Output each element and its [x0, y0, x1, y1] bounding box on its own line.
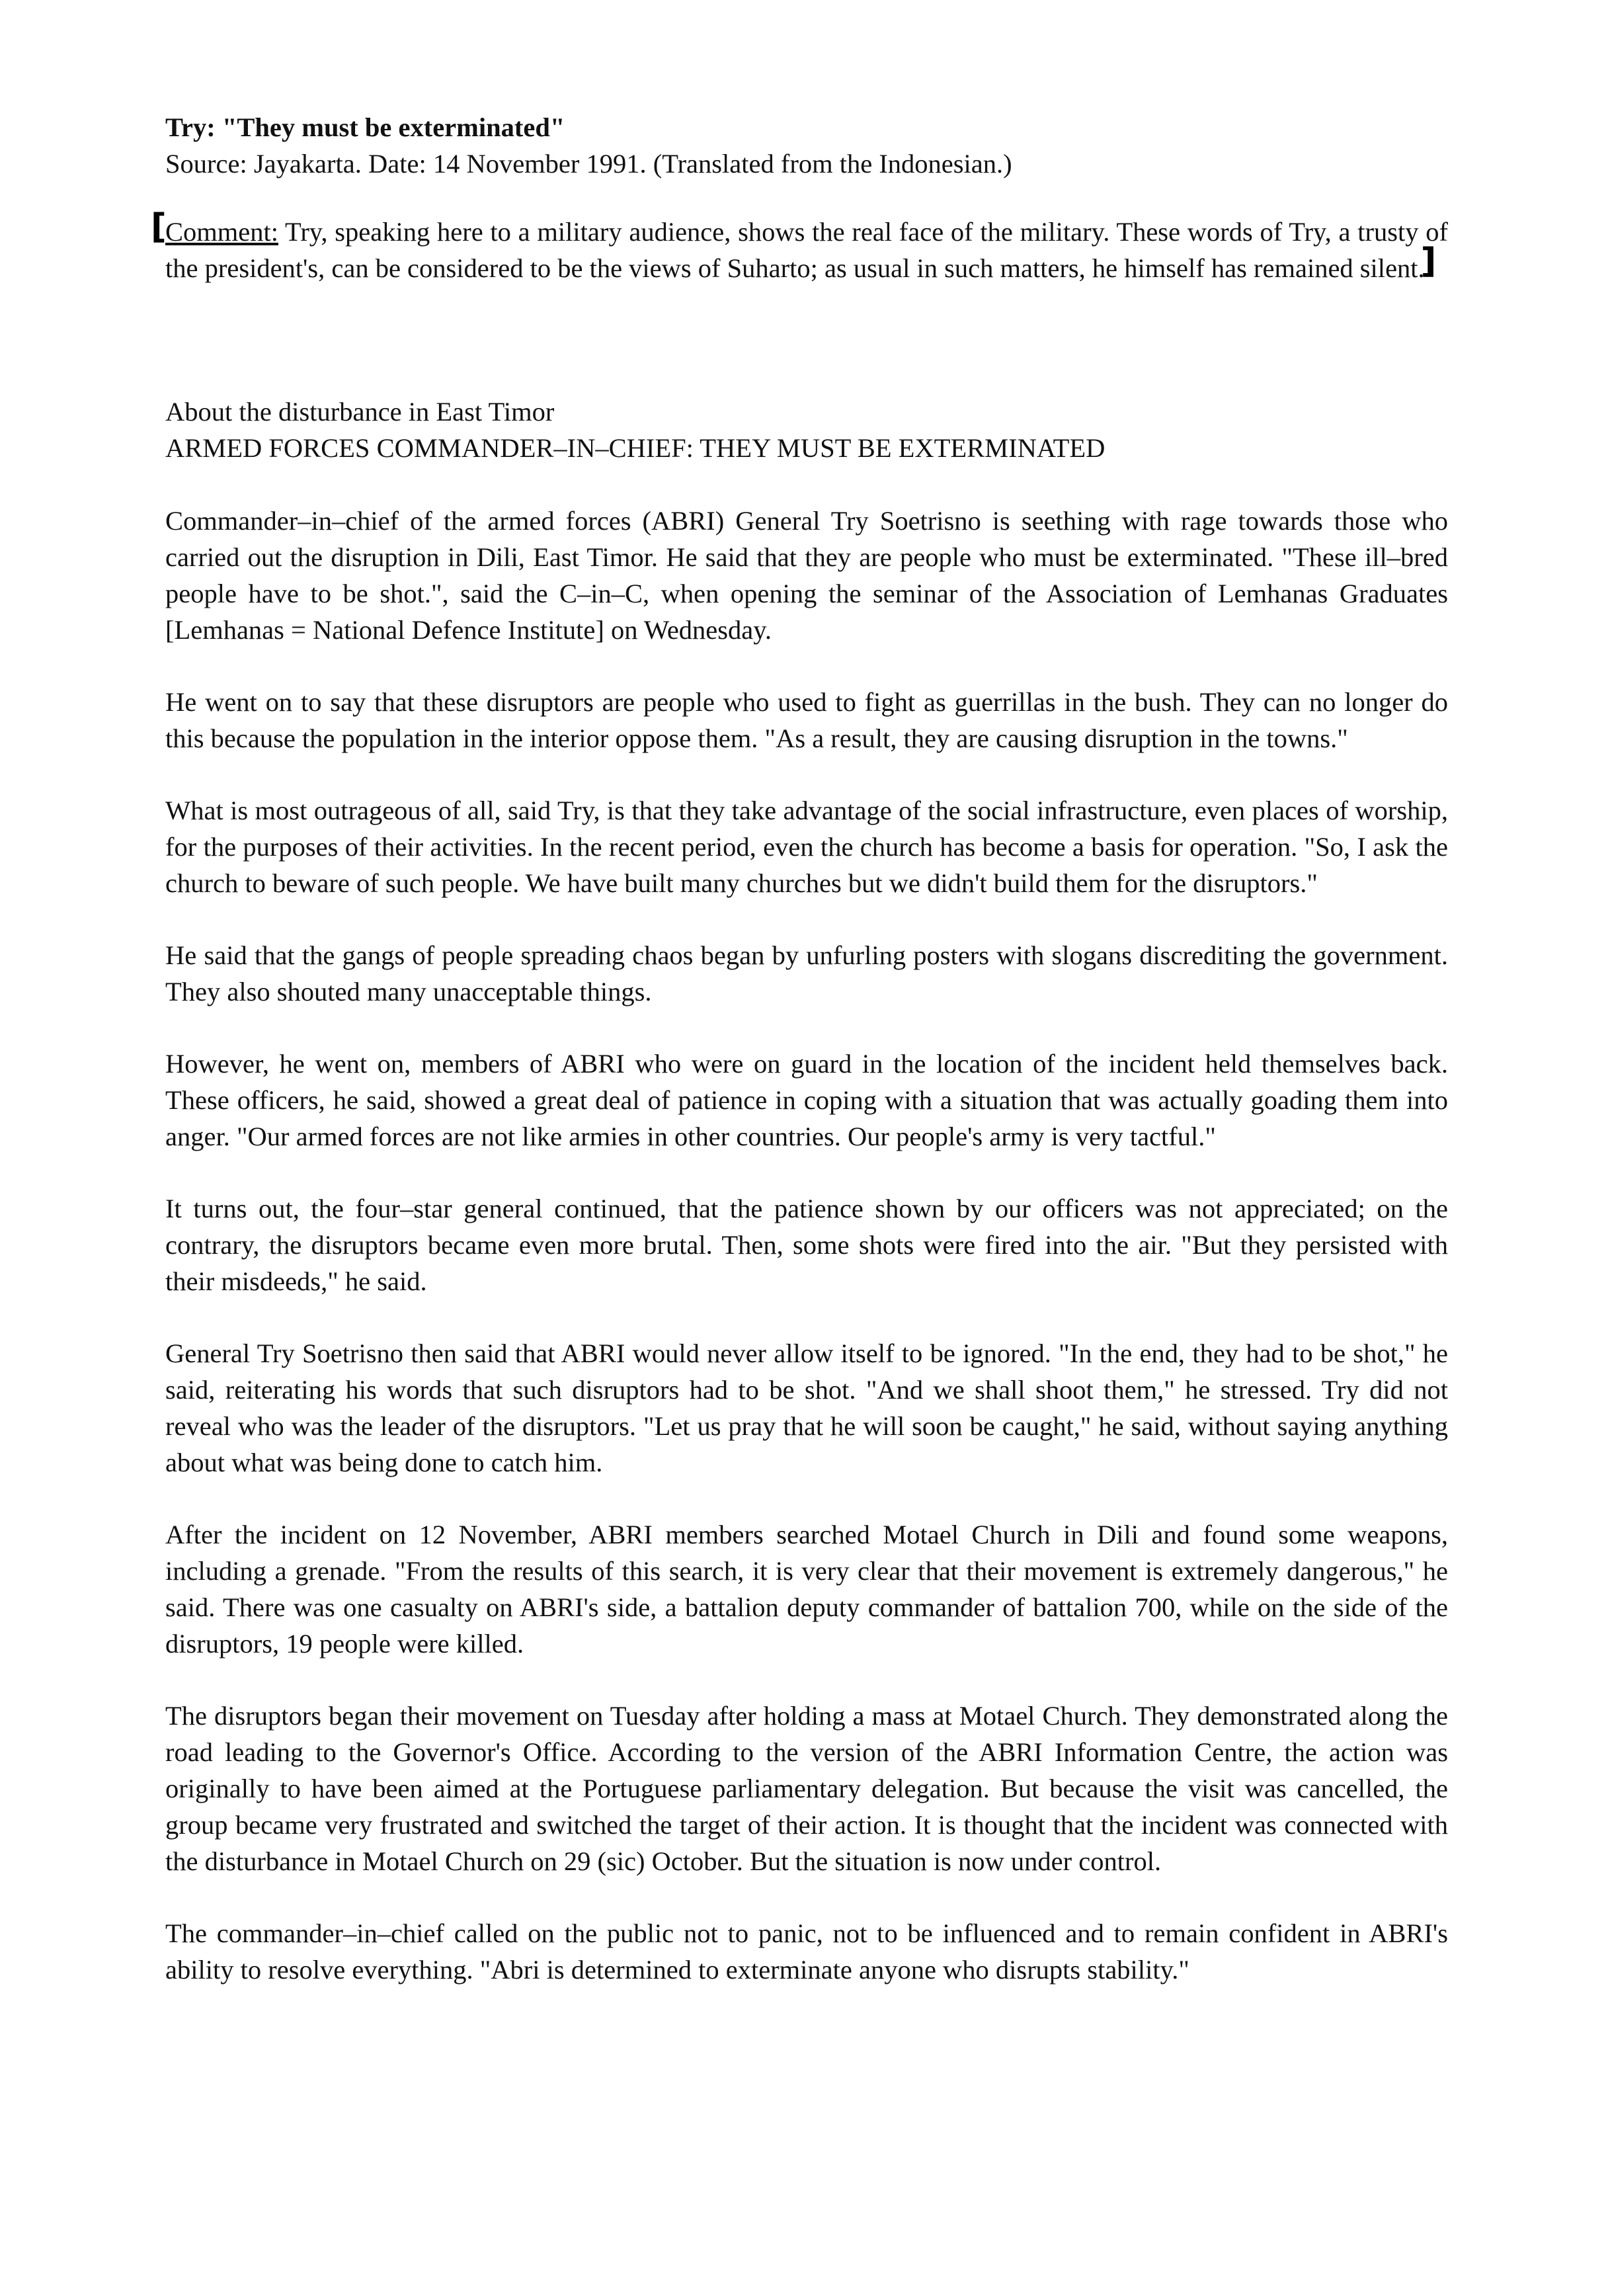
article-paragraph: What is most outrageous of all, said Try, is that they take advantage of the social infrastructure, even places of worship, for the purposes of their activities. In the recent period, even the church has become a basis for operation. "So, I ask the church to beware of such people. We have built many churches but we didn't build them for the disruptors." [165, 796, 1448, 898]
article-paragraph: Commander–in–chief of the armed forces (ABRI) General Try Soetrisno is seething with rage towards those who carried out the disruption in Dili, East Timor. He said that they are people who must be exterminated. "These ill–bred people have to be shot.", said the C–in–C, when opening the seminar of the Association of Lemhanas Graduates [Lemhanas = National Defence Institute] on Wednesday. [165, 506, 1448, 645]
article-header [165, 393, 1448, 466]
comment-text: Try, speaking here to a military audience, shows the real face of the military. These words of Try, a trusty of the president's, can be considered to be the views of Suharto; as usual in such matters, he himself has remained silent. [165, 217, 1448, 283]
close-bracket-mark [1420, 241, 1438, 281]
comment-block [151, 207, 1448, 286]
article-headline: ARMED FORCES COMMANDER–IN–CHIEF: THEY MUST BE EXTERMINATED [165, 433, 1106, 463]
article-paragraph: The commander–in–chief called on the public not to panic, not to be influenced and to remain confident in ABRI's ability to resolve everything. "Abri is determined to exterminate anyone who disrupts stability." [165, 1918, 1448, 1985]
document-page [151, 109, 1448, 1988]
document-title: Try: "They must be exterminated" [165, 112, 565, 142]
article-subheading: About the disturbance in East Timor [165, 397, 555, 427]
close-bracket-mark-icon: ] [1420, 241, 1437, 281]
article-paragraph: General Try Soetrisno then said that ABRI would never allow itself to be ignored. "In the end, they had to be shot," he said, reiterating his words that such disruptors had to be shot. "And we shall shoot them," he stressed. Try did not reveal who was the leader of the disruptors. "Let us pray that he will soon be caught," he said, without saying anything about what was being done to catch him. [165, 1338, 1448, 1477]
article-paragraph: He said that the gangs of people spreading chaos began by unfurling posters with slogans discrediting the government. They also shouted many unacceptable things. [165, 940, 1448, 1006]
article-paragraph: He went on to say that these disruptors are people who used to fight as guerrillas in the bush. They can no longer do this because the population in the interior oppose them. "As a result, they are causing disruption in the towns." [165, 687, 1448, 753]
source-line: Source: Jayakarta. Date: 14 November 1991. (Translated from the Indonesian.) [165, 149, 1012, 179]
open-bracket-mark-icon: [ [151, 207, 167, 247]
article-paragraph: However, he went on, members of ABRI who were on guard in the location of the incident held themselves back. These officers, he said, showed a great deal of patience in coping with a situation that was actually goading them into anger. "Our armed forces are not like armies in other countries. Our people's army is very tactful." [165, 1049, 1448, 1151]
article-paragraph: It turns out, the four–star general continued, that the patience shown by our officers was not appreciated; on the contrary, the disruptors became even more brutal. Then, some shots were fired into the air. "But they persisted with their misdeeds," he said. [165, 1194, 1448, 1296]
article-paragraph: After the incident on 12 November, ABRI members searched Motael Church in Dili and found some weapons, including a grenade. "From the results of this search, it is very clear that their movement is extremely dangerous," he said. There was one casualty on ABRI's side, a battalion deputy commander of battalion 700, while on the side of the disruptors, 19 people were killed. [165, 1520, 1448, 1659]
article-paragraph: The disruptors began their movement on Tuesday after holding a mass at Motael Church. They demonstrated along the road leading to the Governor's Office. According to the version of the ABRI Information Centre, the action was originally to have been aimed at the Portuguese parliamentary delegation. But because the visit was cancelled, the group became very frustrated and switched the target of their action. It is thought that the incident was connected with the disturbance in Motael Church on 29 (sic) October. But the situation is now under control. [165, 1701, 1448, 1876]
comment-label: Comment: [165, 217, 278, 247]
